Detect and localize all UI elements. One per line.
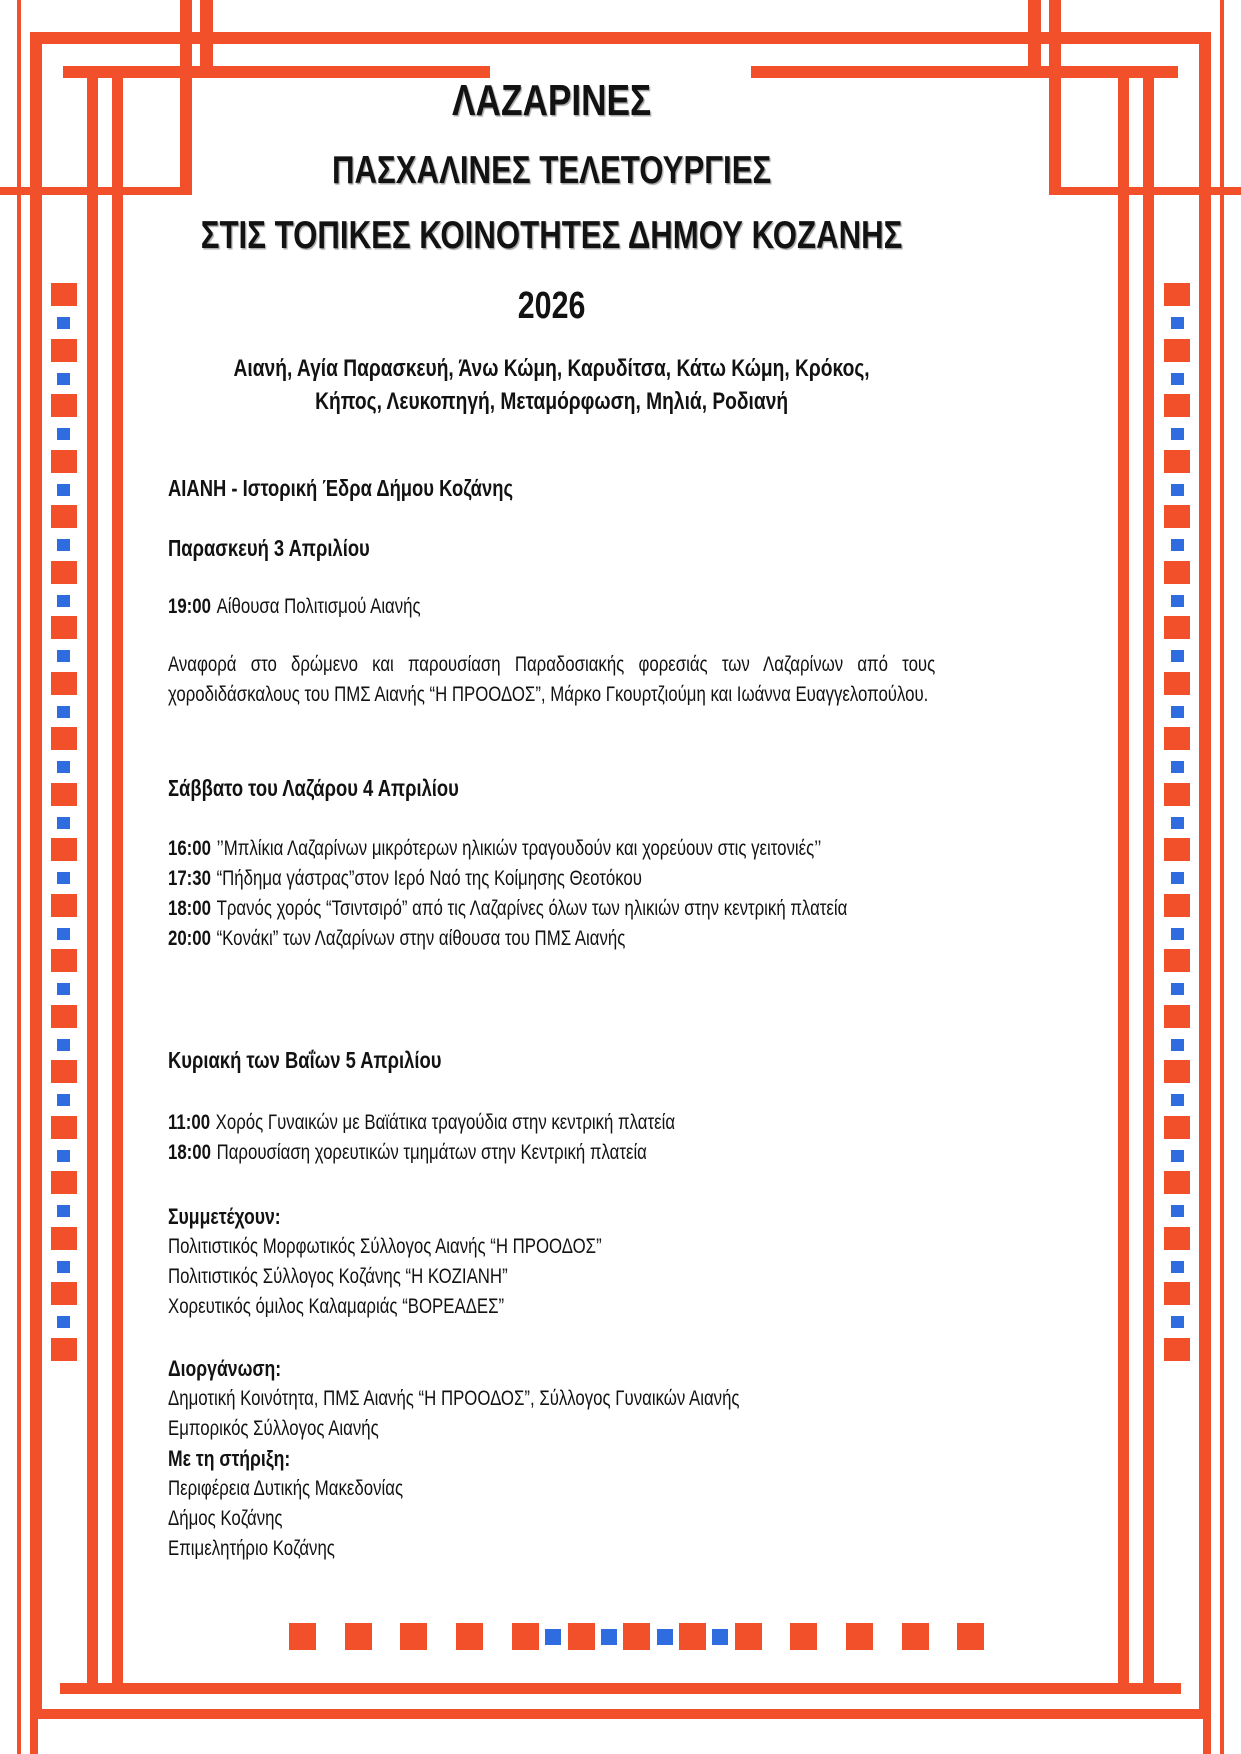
decor-square-orange: [1164, 672, 1190, 695]
decor-square-orange: [1164, 949, 1190, 972]
support-list: [168, 1474, 935, 1564]
list-item: Πολιτιστικός Μορφωτικός Σύλλογος Αιανής “Η ΠΡΟΟΔΟΣ”: [168, 1235, 602, 1258]
decor-square-orange: [1164, 1282, 1190, 1305]
poster-subtitle-1: ΠΑΣΧΑΛΙΝΕΣ ΤΕΛΕΤΟΥΡΓΙΕΣ: [331, 149, 772, 192]
decor-square-orange: [51, 283, 77, 306]
decor-square-orange: [51, 838, 77, 861]
decor-square-blue: [1171, 650, 1184, 662]
list-item: Δήμος Κοζάνης: [168, 1507, 283, 1530]
list-item: Πολιτιστικός Σύλλογος Κοζάνης “Η ΚΟΖΙΑΝΗ”: [168, 1265, 508, 1288]
event-row: [168, 894, 935, 924]
decor-square-orange: [1164, 505, 1190, 528]
decor-square-orange: [957, 1623, 984, 1650]
list-item: Εμπορικός Σύλλογος Αιανής: [168, 1417, 379, 1440]
frame-line-left-inner-2: [112, 66, 123, 1683]
decor-square-blue: [1171, 484, 1184, 496]
decor-square-blue: [57, 1150, 70, 1162]
poster-year: 2026: [517, 285, 586, 327]
decor-square-blue: [57, 817, 70, 829]
frame-line-top-edge-left: [0, 187, 185, 195]
decor-square-orange: [51, 561, 77, 584]
decor-square-blue: [1171, 1316, 1184, 1328]
event-text: Αίθουσα Πολιτισμού Αιανής: [216, 595, 421, 618]
sunday-events: [168, 1108, 935, 1168]
decor-square-orange: [51, 1060, 77, 1083]
decor-square-orange: [1164, 783, 1190, 806]
event-time: 19:00: [168, 595, 211, 618]
decor-square-orange: [51, 616, 77, 639]
decor-square-blue: [57, 706, 70, 718]
decor-square-orange: [51, 1227, 77, 1250]
day-heading-friday: Παρασκευή 3 Απριλίου: [168, 535, 370, 561]
decor-square-orange: [1164, 1227, 1190, 1250]
decor-square-orange: [1164, 1005, 1190, 1028]
decor-square-orange: [1164, 561, 1190, 584]
decor-square-orange: [1164, 394, 1190, 417]
villages-line-2: Κήπος, Λευκοπηγή, Μεταμόρφωση, Μηλιά, Ροδιανή: [315, 388, 789, 415]
decor-square-orange: [51, 1338, 77, 1361]
decor-square-orange: [1164, 838, 1190, 861]
decor-square-orange: [51, 394, 77, 417]
event-text: “Πήδημα γάστρας”στον Ιερό Ναό της Κοίμησης Θεοτόκου: [216, 867, 642, 890]
event-time: 18:00: [168, 897, 211, 920]
frame-line-left-outer: [30, 32, 42, 1719]
poster-subtitle-2: ΣΤΙΣ ΤΟΠΙΚΕΣ ΚΟΙΝΟΤΗΤΕΣ ΔΗΜΟΥ ΚΟΖΑΝΗΣ: [200, 214, 903, 257]
decor-square-orange: [51, 783, 77, 806]
decor-square-blue: [57, 872, 70, 884]
decor-square-orange: [51, 894, 77, 917]
decor-square-orange: [1164, 727, 1190, 750]
decor-square-orange: [1164, 450, 1190, 473]
decor-square-blue: [57, 650, 70, 662]
decor-square-orange: [51, 450, 77, 473]
frame-line-topright-drop-2: [1028, 0, 1041, 78]
decor-square-blue: [57, 539, 70, 551]
event-text: Παρουσίαση χορευτικών τμημάτων στην Κεντρική πλατεία: [216, 1141, 647, 1164]
decor-square-blue: [57, 484, 70, 496]
decor-square-blue: [57, 595, 70, 607]
decor-square-blue: [1171, 1094, 1184, 1106]
friday-paragraph: Αναφορά στο δρώμενο και παρουσίαση Παραδοσιακής φορεσιάς των Λαζαρίνων από τους χοροδιδάσκαλους του ΠΜΣ Αιανής “Η ΠΡΟΟΔΟΣ”, Μάρκο Γκουρτζιούμη και Ιωάννα Ευαγγελοπούλου.: [168, 653, 936, 706]
decor-square-orange: [1164, 339, 1190, 362]
decor-square-orange: [51, 1116, 77, 1139]
decor-square-blue: [1171, 595, 1184, 607]
decor-square-orange: [51, 949, 77, 972]
event-time: 11:00: [168, 1111, 211, 1134]
poster-title: ΛΑΖΑΡΙΝΕΣ: [452, 76, 652, 125]
decor-square-blue: [1171, 761, 1184, 773]
poster-content: [168, 0, 935, 1754]
day-heading-saturday: Σάββατο του Λαζάρου 4 Απριλίου: [168, 775, 459, 801]
frame-stub-bottom-right: [1203, 1719, 1211, 1754]
decor-square-blue: [1171, 1150, 1184, 1162]
villages-line-1: Αιανή, Αγία Παρασκευή, Άνω Κώμη, Καρυδίτσα, Κάτω Κώμη, Κρόκος,: [233, 355, 870, 382]
event-row: [168, 1108, 935, 1138]
decor-square-blue: [1171, 817, 1184, 829]
event-row: [168, 834, 935, 864]
event-row: [168, 924, 935, 954]
event-time: 20:00: [168, 927, 211, 950]
decor-square-orange: [51, 505, 77, 528]
decor-square-orange: [51, 339, 77, 362]
support-heading: Με τη στήριξη:: [168, 1446, 291, 1471]
section-heading-aiani: ΑΙΑΝΗ - Ιστορική Έδρα Δήμου Κοζάνης: [168, 475, 514, 501]
organizers-list: [168, 1384, 935, 1444]
frame-line-topright-drop-1: [1049, 0, 1061, 195]
decor-square-blue: [57, 1261, 70, 1273]
event-text: ’’Μπλίκια Λαζαρίνων μικρότερων ηλικιών τραγουδούν και χορεύουν στις γειτονιές’’: [216, 837, 822, 860]
decor-square-orange: [1164, 1116, 1190, 1139]
decor-square-blue: [57, 373, 70, 385]
decor-square-orange: [51, 672, 77, 695]
frame-line-right-inner-2: [1118, 66, 1129, 1683]
decor-square-orange: [51, 727, 77, 750]
event-time: 17:30: [168, 867, 211, 890]
decor-square-blue: [57, 983, 70, 995]
decor-square-blue: [1171, 706, 1184, 718]
decor-square-orange: [1164, 1171, 1190, 1194]
decor-square-orange: [51, 1005, 77, 1028]
decor-square-orange: [1164, 1060, 1190, 1083]
decor-square-blue: [57, 1094, 70, 1106]
decor-square-blue: [1171, 317, 1184, 329]
decor-square-blue: [57, 317, 70, 329]
frame-line-left-inner-1: [87, 66, 98, 1683]
frame-stub-bottom-left: [30, 1719, 38, 1754]
decor-square-blue: [1171, 539, 1184, 551]
decor-square-orange: [1164, 283, 1190, 306]
decor-square-blue: [57, 1039, 70, 1051]
list-item: Δημοτική Κοινότητα, ΠΜΣ Αιανής “Η ΠΡΟΟΔΟΣ”, Σύλλογος Γυναικών Αιανής: [168, 1387, 740, 1410]
decor-square-blue: [57, 1316, 70, 1328]
decor-square-orange: [51, 1282, 77, 1305]
decor-square-blue: [1171, 928, 1184, 940]
event-row: [168, 864, 935, 894]
list-item: Περιφέρεια Δυτικής Μακεδονίας: [168, 1477, 404, 1500]
saturday-events: [168, 834, 935, 954]
decor-square-orange: [1164, 894, 1190, 917]
decor-square-blue: [57, 428, 70, 440]
event-text: Χορός Γυναικών με Βαϊάτικα τραγούδια στην κεντρική πλατεία: [215, 1111, 676, 1134]
decor-square-orange: [1164, 616, 1190, 639]
event-row: [168, 1138, 935, 1168]
decor-square-orange: [51, 1171, 77, 1194]
list-item: Επιμελητήριο Κοζάνης: [168, 1537, 335, 1560]
organizers-heading: Διοργάνωση:: [168, 1356, 282, 1381]
villages-list: [168, 352, 935, 418]
day-heading-sunday: Κυριακή των Βαΐων 5 Απριλίου: [168, 1047, 442, 1073]
decor-square-blue: [1171, 1039, 1184, 1051]
decor-square-blue: [57, 1205, 70, 1217]
decor-square-blue: [1171, 373, 1184, 385]
event-row: [168, 592, 935, 622]
decor-square-blue: [1171, 983, 1184, 995]
frame-line-right-outer: [1199, 32, 1211, 1719]
frame-line-right-thin: [1220, 0, 1224, 1754]
participants-list: [168, 1232, 935, 1322]
decor-square-blue: [57, 761, 70, 773]
decor-square-blue: [1171, 428, 1184, 440]
event-text: Τρανός χορός “Τσιντσιρό” από τις Λαζαρίνες όλων των ηλικιών στην κεντρική πλατεία: [216, 897, 848, 920]
frame-line-left-thin: [17, 0, 21, 1754]
event-text: “Κονάκι” των Λαζαρίνων στην αίθουσα του ΠΜΣ Αιανής: [216, 927, 626, 950]
participants-heading: Συμμετέχουν:: [168, 1204, 281, 1229]
event-time: 18:00: [168, 1141, 211, 1164]
decor-square-blue: [1171, 1261, 1184, 1273]
event-time: 16:00: [168, 837, 211, 860]
decor-square-orange: [1164, 1338, 1190, 1361]
list-item: Χορευτικός όμιλος Καλαμαριάς “ΒΟΡΕΑΔΕΣ”: [168, 1295, 505, 1318]
decor-square-blue: [1171, 872, 1184, 884]
frame-line-right-inner-1: [1143, 66, 1154, 1683]
decor-square-blue: [1171, 1205, 1184, 1217]
decor-square-blue: [57, 928, 70, 940]
